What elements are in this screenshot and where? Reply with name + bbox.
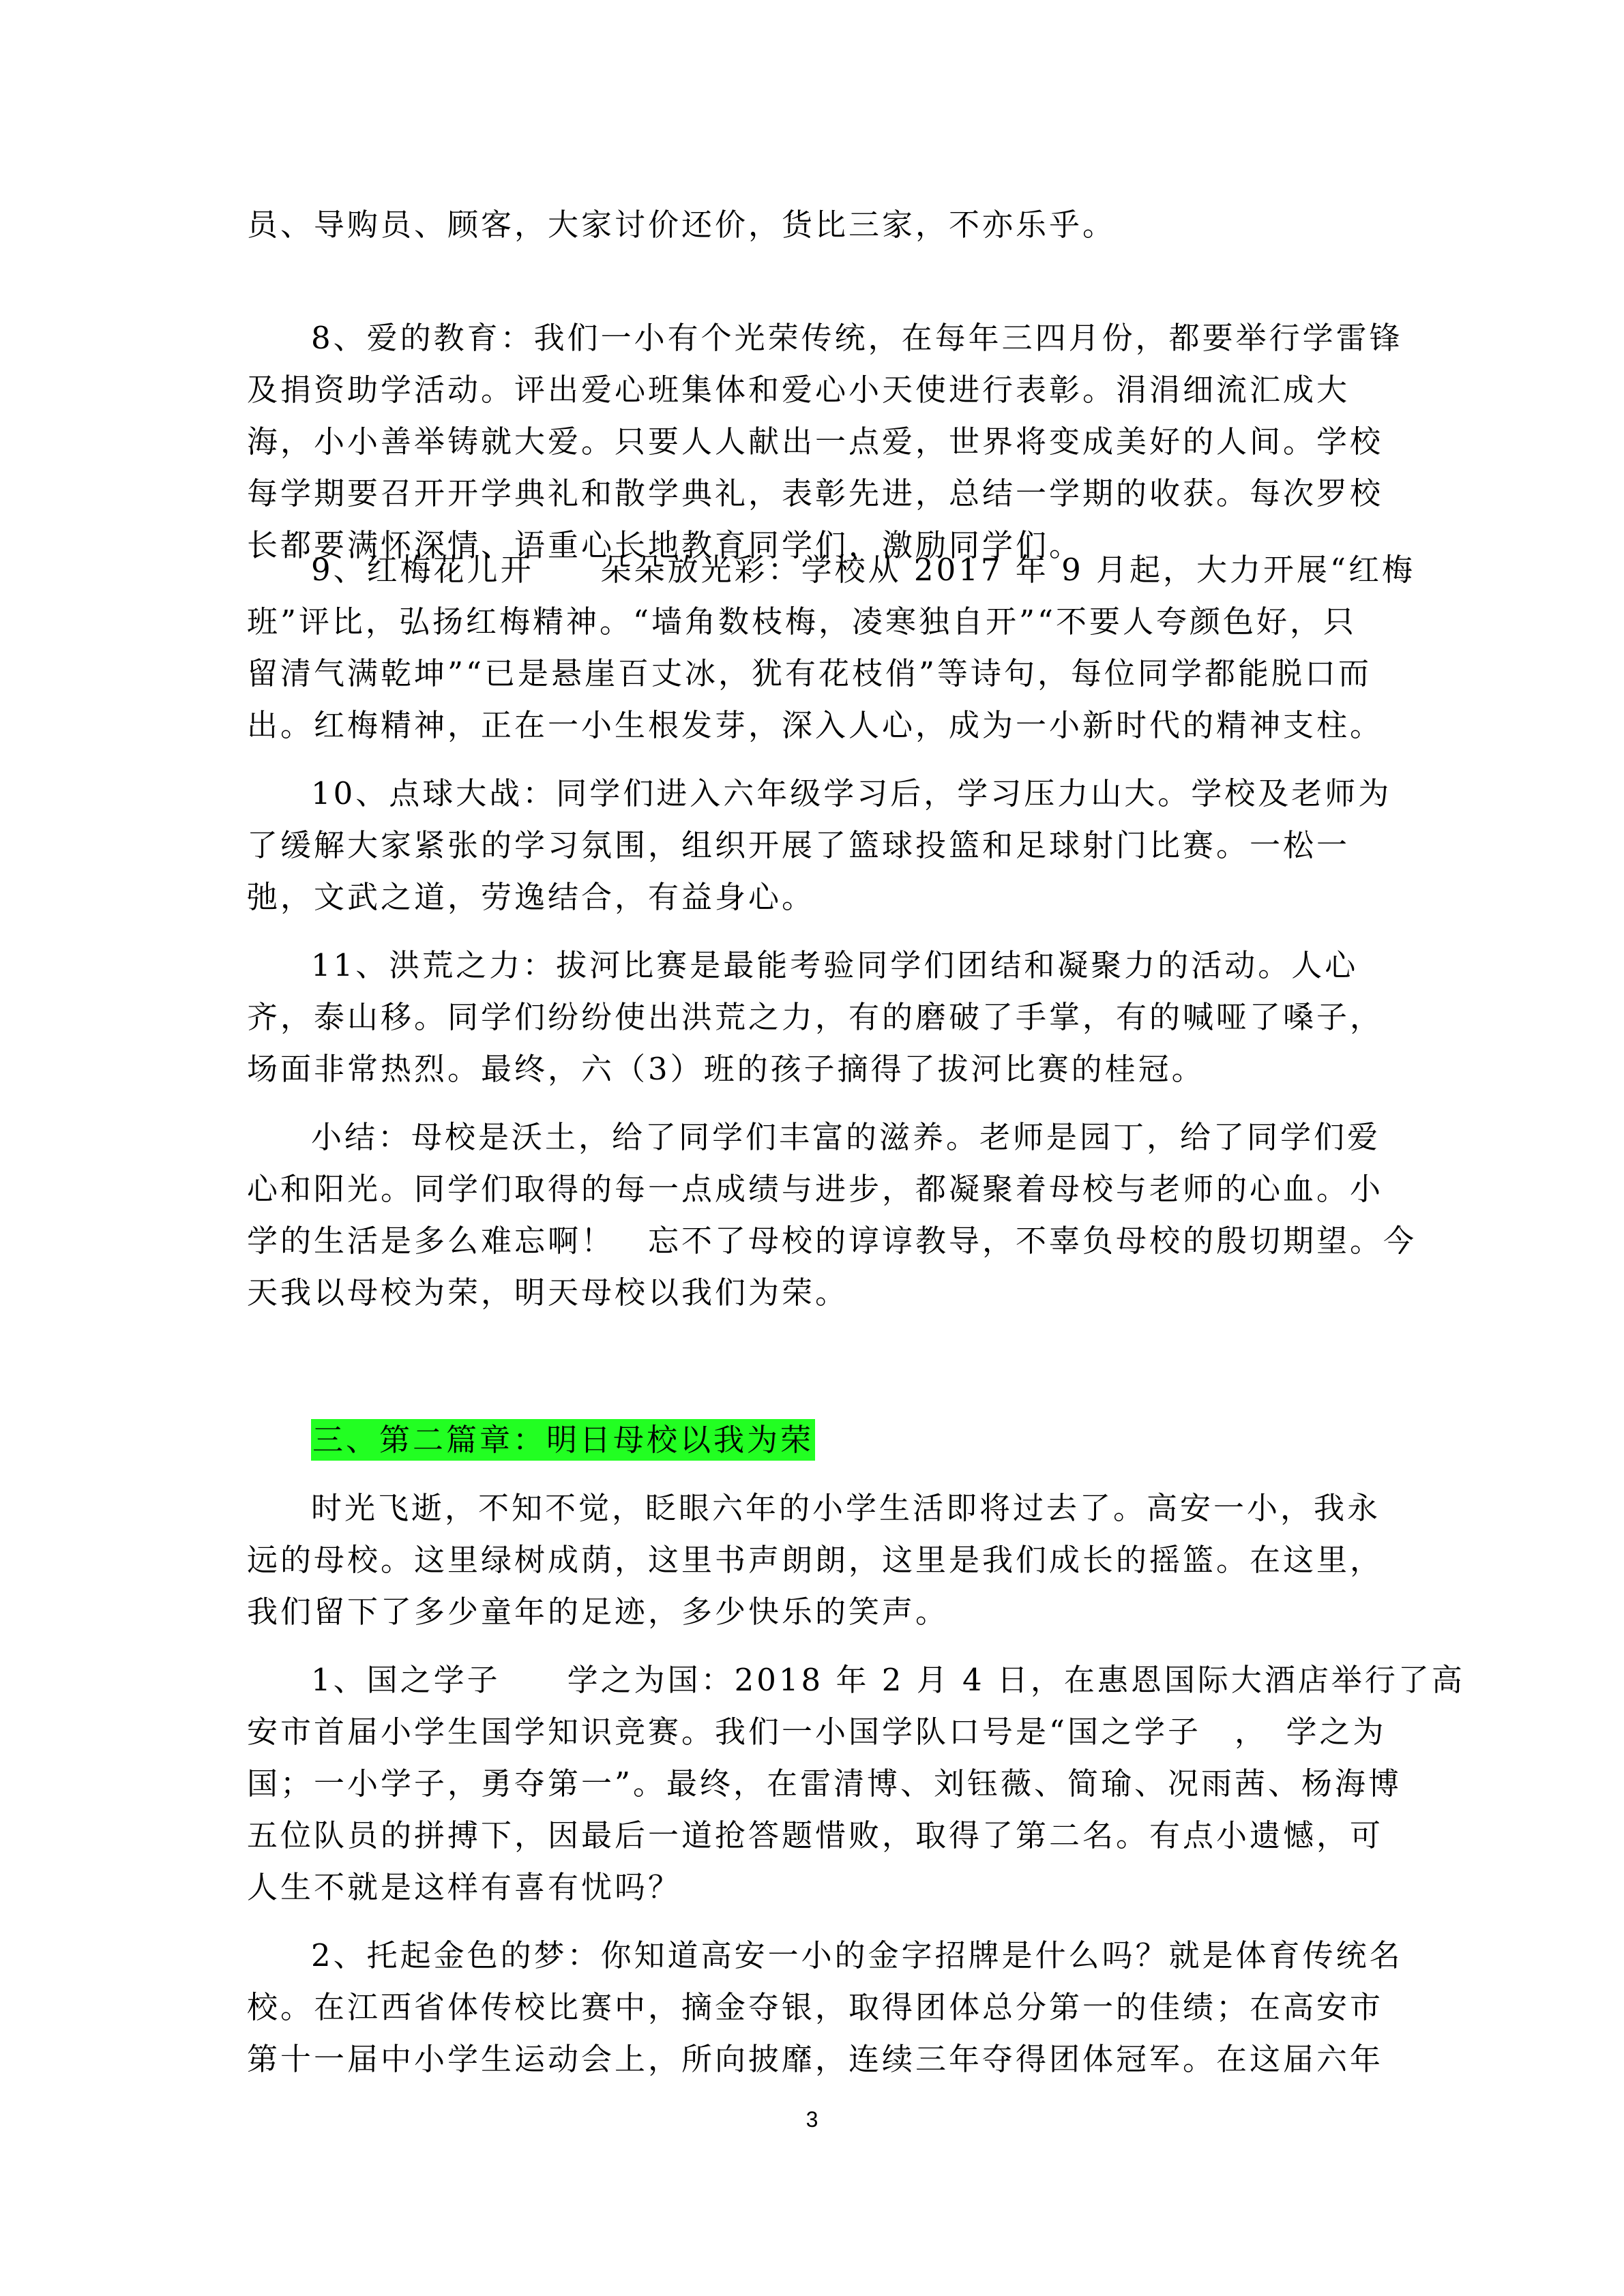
paragraph-line: 长都要满怀深情、语重心长地教育同学们，激励同学们。 xyxy=(247,527,1083,563)
paragraph-line: 11、洪荒之力：拔河比赛是最能考验同学们团结和凝聚力的活动。人心 xyxy=(311,947,1359,983)
paragraph-line: 了缓解大家紧张的学习氛围，组织开展了篮球投篮和足球射门比赛。一松一 xyxy=(247,827,1350,863)
paragraph-line: 弛，文武之道，劳逸结合，有益身心。 xyxy=(247,879,816,915)
paragraph-line: 2、托起金色的梦：你知道高安一小的金字招牌是什么吗？就是体育传统名 xyxy=(311,1937,1403,1973)
paragraph-line: 场面非常热烈。最终，六（3）班的孩子摘得了拔河比赛的桂冠。 xyxy=(247,1051,1205,1087)
section-heading xyxy=(311,1413,815,1467)
paragraph-line: 时光飞逝，不知不觉，眨眼六年的小学生活即将过去了。高安一小，我永 xyxy=(311,1490,1381,1526)
paragraph-line: 及捐资助学活动。评出爱心班集体和爱心小天使进行表彰。涓涓细流汇成大 xyxy=(247,372,1350,408)
paragraph-line: 学的生活是多么难忘啊！ 忘不了母校的谆谆教导，不辜负母校的殷切期望。今 xyxy=(247,1223,1417,1259)
paragraph-line: 9、红梅花儿开 朵朵放光彩：学校从 2017 年 9 月起，大力开展“红梅 xyxy=(311,552,1416,588)
paragraph-line: 人生不就是这样有喜有忧吗？ xyxy=(247,1869,682,1905)
paragraph-line: 安市首届小学生国学知识竞赛。我们一小国学队口号是“国之学子 ， 学之为 xyxy=(247,1714,1387,1750)
paragraph-line: 留清气满乾坤”“已是悬崖百丈冰，犹有花枝俏”等诗句，每位同学都能脱口而 xyxy=(247,655,1372,691)
paragraph-line: 海，小小善举铸就大爱。只要人人献出一点爱，世界将变成美好的人间。学校 xyxy=(247,423,1384,460)
paragraph-line: 员、导购员、顾客，大家讨价还价，货比三家，不亦乐乎。 xyxy=(247,207,1117,243)
paragraph-line: 天我以母校为荣，明天母校以我们为荣。 xyxy=(247,1274,849,1311)
paragraph-line: 齐，泰山移。同学们纷纷使出洪荒之力，有的磨破了手掌，有的喊哑了嗓子， xyxy=(247,999,1384,1035)
paragraph-line: 10、点球大战：同学们进入六年级学习后，学习压力山大。学校及老师为 xyxy=(311,775,1392,811)
paragraph-line: 小结：母校是沃土，给了同学们丰富的滋养。老师是园丁，给了同学们爱 xyxy=(311,1119,1381,1155)
section-heading-text: 三、第二篇章：明日母校以我为荣 xyxy=(311,1419,815,1461)
paragraph-line: 8、爱的教育：我们一小有个光荣传统，在每年三四月份，都要举行学雷锋 xyxy=(311,320,1403,356)
paragraph-line: 心和阳光。同学们取得的每一点成绩与进步，都凝聚着母校与老师的心血。小 xyxy=(247,1171,1384,1207)
page-number: 3 xyxy=(806,2107,818,2132)
paragraph-line: 1、国之学子 学之为国：2018 年 2 月 4 日，在惠恩国际大酒店举行了高 xyxy=(311,1662,1465,1698)
paragraph-line: 远的母校。这里绿树成荫，这里书声朗朗，这里是我们成长的摇篮。在这里， xyxy=(247,1542,1384,1578)
paragraph-line: 第十一届中小学生运动会上，所向披靡，连续三年夺得团体冠军。在这届六年 xyxy=(247,2041,1384,2077)
paragraph-line: 班”评比，弘扬红梅精神。“墙角数枝梅，凌寒独自开”“不要人夸颜色好，只 xyxy=(247,603,1357,640)
paragraph-line: 出。红梅精神，正在一小生根发芽，深入人心，成为一小新时代的精神支柱。 xyxy=(247,707,1384,743)
paragraph-line: 我们留下了多少童年的足迹，多少快乐的笑声。 xyxy=(247,1594,949,1630)
paragraph-line: 五位队员的拼搏下，因最后一道抢答题惜败，取得了第二名。有点小遗憾，可 xyxy=(247,1817,1384,1853)
paragraph-line: 每学期要召开开学典礼和散学典礼，表彰先进，总结一学期的收获。每次罗校 xyxy=(247,475,1384,511)
paragraph-line: 国；一小学子，勇夺第一”。最终，在雷清博、刘钰薇、简瑜、况雨茜、杨海博 xyxy=(247,1765,1402,1802)
paragraph-line: 校。在江西省体传校比赛中，摘金夺银，取得团体总分第一的佳绩；在高安市 xyxy=(247,1989,1384,2025)
